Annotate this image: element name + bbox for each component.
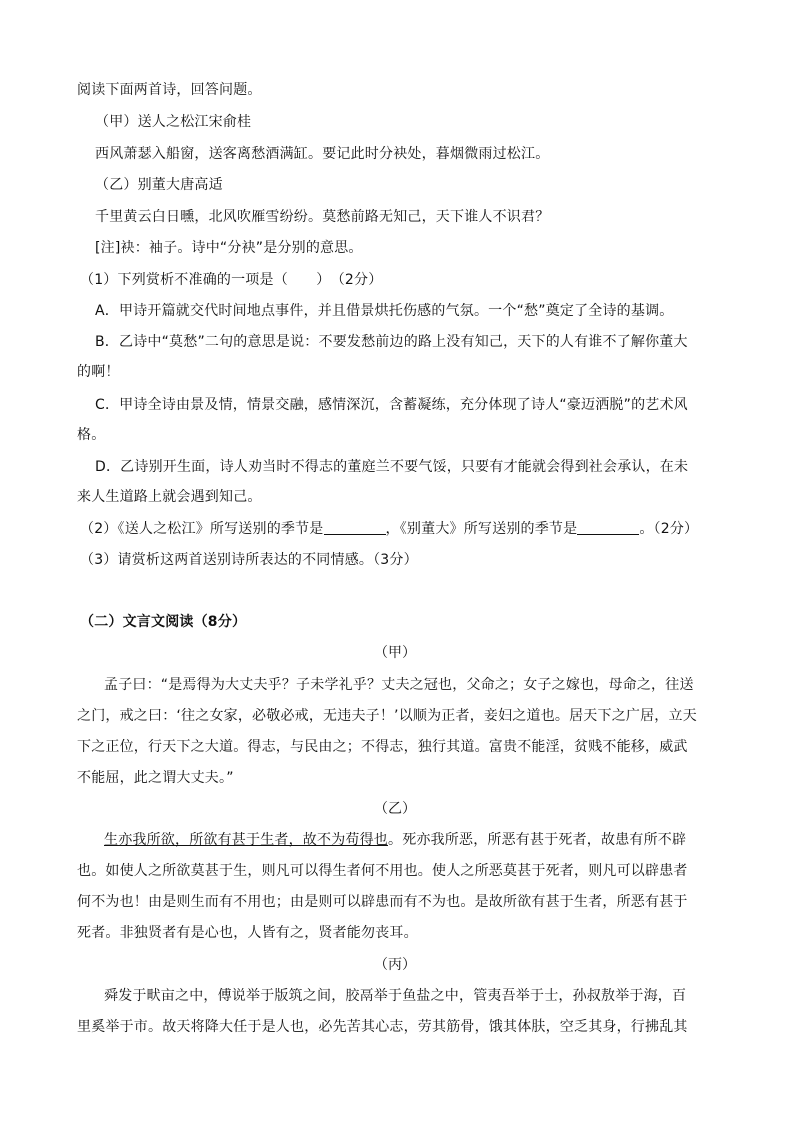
passage-jia-label: （甲） bbox=[374, 645, 416, 661]
passage-jia-line4: 不能屈，此之谓大丈夫。” bbox=[77, 770, 234, 786]
poem-jia-title: （甲）送人之松江宋俞桂 bbox=[95, 114, 252, 130]
option-b-line1: B．乙诗中“莫愁”二句的意思是说：不要发愁前边的路上没有知己，天下的人有谁不了解你董大 bbox=[95, 334, 688, 350]
passage-yi-line2: 也。如使人之所欲莫甚于生，则凡可以得生者何不用也。使人之所恶莫甚于死者，则凡可以辟患者 bbox=[77, 863, 688, 879]
passage-bing-line1: 舜发于畎亩之中，傅说举于版筑之间，胶鬲举于鱼盐之中，管夷吾举于士，孙叔敖举于海，百 bbox=[104, 988, 687, 1004]
question-3: （3）请赏析这两首送别诗所表达的不同情感。（3分） bbox=[80, 552, 418, 568]
passage-jia-line1: 孟子曰：“是焉得为大丈夫乎？子未学礼乎？丈夫之冠也，父命之；女子之嫁也，母命之，往送 bbox=[104, 677, 694, 693]
question-2 bbox=[80, 519, 698, 539]
underlined-sentence: 生亦我所欲，所欲有甚于生者，故不为苟得也 bbox=[104, 832, 388, 848]
answer-blank-1[interactable] bbox=[324, 520, 386, 535]
question-2-part-a: （2）《送人之松江》所写送别的季节是 bbox=[80, 521, 324, 537]
passage-bing-label: （丙） bbox=[374, 957, 416, 973]
section-heading-classical: （二）文言文阅读（8分） bbox=[80, 614, 247, 630]
passage-yi-line1 bbox=[104, 830, 686, 850]
poem-yi-title: （乙）别董大唐高适 bbox=[95, 177, 223, 193]
passage-jia-line3: 下之正位，行天下之大道。得志，与民由之；不得志，独行其道。富贵不能淫，贫贱不能移，威武 bbox=[77, 739, 688, 755]
intro-line: 阅读下面两首诗，回答问题。 bbox=[77, 82, 262, 98]
poem-note: [注]袂：袖子。诗中“分袂”是分别的意思。 bbox=[95, 240, 363, 256]
poem-jia-text: 西风萧瑟入船窗，送客离愁酒满缸。要记此时分袂处，暮烟微雨过松江。 bbox=[95, 146, 550, 162]
answer-blank-2[interactable] bbox=[577, 520, 639, 535]
passage-bing-line2: 里奚举于市。故天将降大任于是人也，必先苦其心志，劳其筋骨，饿其体肤，空乏其身，行拂乱其 bbox=[77, 1019, 688, 1035]
passage-yi-label: （乙） bbox=[374, 801, 416, 817]
question-1: （1）下列赏析不准确的一项是（ ） （2分） bbox=[80, 272, 383, 288]
option-d-line1: D．乙诗别开生面，诗人劝当时不得志的董庭兰不要气馁，只要有才能就会得到社会承认，在未 bbox=[95, 459, 689, 475]
passage-yi-line4: 死者。非独贤者有是心也，人皆有之，贤者能勿丧耳。 bbox=[77, 925, 418, 941]
option-c-line2: 格。 bbox=[77, 427, 106, 443]
passage-yi-line1-rest: 。死亦我所恶，所恶有甚于死者，故患有所不辟 bbox=[388, 832, 687, 848]
option-c-line1: C．甲诗全诗由景及情，情景交融，感情深沉，含蓄凝练，充分体现了诗人“豪迈洒脱”的艺术风 bbox=[95, 397, 688, 413]
poem-yi-text: 千里黄云白日曛，北风吹雁雪纷纷。莫愁前路无知己，天下谁人不识君？ bbox=[95, 209, 550, 225]
question-2-part-c: 。（2分） bbox=[639, 521, 699, 537]
passage-jia-line2: 之门，戒之曰：‘往之女家，必敬必戒，无违夫子！’以顺为正者，妾妇之道也。居天下之广居，立天 bbox=[77, 708, 697, 724]
option-a: A．甲诗开篇就交代时间地点事件，并且借景烘托伤感的气氛。一个“愁”奠定了全诗的基调。 bbox=[95, 303, 674, 319]
question-2-part-b: ，《别董大》所写送别的季节是 bbox=[385, 521, 578, 537]
option-b-line2: 的啊！ bbox=[77, 364, 120, 380]
passage-yi-line3: 何不为也！由是则生而有不用也；由是则可以辟患而有不为也。是故所欲有甚于生者，所恶有甚于 bbox=[77, 894, 688, 910]
option-d-line2: 来人生道路上就会遇到知己。 bbox=[77, 489, 262, 505]
